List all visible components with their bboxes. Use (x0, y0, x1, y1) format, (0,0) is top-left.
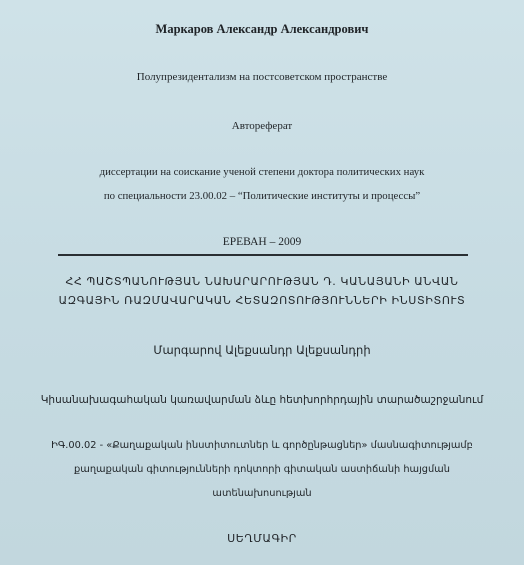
institution-line-1: ՀՀ ՊԱՇՏՊԱՆՈՒԹՅԱՆ ՆԱԽԱՐԱՐՈՒԹՅԱՆ Դ. ԿԱՆԱՅԱՆԻ ԱՆՎԱՆ (65, 275, 459, 288)
institution-line-2: ԱԶԳԱՅԻՆ ՌԱԶՄԱՎԱՐԱԿԱՆ ՀԵՏԱԶՈՏՈՒԹՅՈՒՆՆԵՐԻ ԻՆՍՏԻՏՈՒՏ (58, 294, 466, 307)
author-name-am: Մարգարով Ալեքսանդր Ալեքսանդրի (153, 343, 371, 357)
specialty-line-3-am: ատենախոսության (212, 488, 312, 499)
document-type-am: ՍԵՂՄԱԳԻՐ (227, 532, 297, 545)
dissertation-title-am: Կիսանախագահական կառավարման ձևը հետխորհրդային տարածաշրջանում (40, 394, 484, 406)
divider-rule (58, 254, 468, 256)
dissertation-line-2: по специальности 23.00.02 – “Политические институты и процессы” (103, 190, 421, 202)
author-name-ru: Маркаров Александр Александрович (155, 22, 369, 36)
document-type-ru: Автореферат (231, 120, 293, 132)
specialty-line-1-am: ԻԳ.00.02 - «Քաղաքական ինստիտուտներ և գործընթացներ» մասնագիտությամբ (51, 440, 473, 451)
specialty-line-2-am: քաղաքական գիտությունների դոկտորի գիտական աստիճանի հայցման (74, 464, 450, 475)
place-year: ЕРЕВАН – 2009 (222, 236, 302, 248)
dissertation-line-1: диссертации на соискание ученой степени доктора политических наук (99, 166, 425, 178)
dissertation-title-ru: Полупрезидентализм на постсоветском пространстве (136, 71, 388, 83)
